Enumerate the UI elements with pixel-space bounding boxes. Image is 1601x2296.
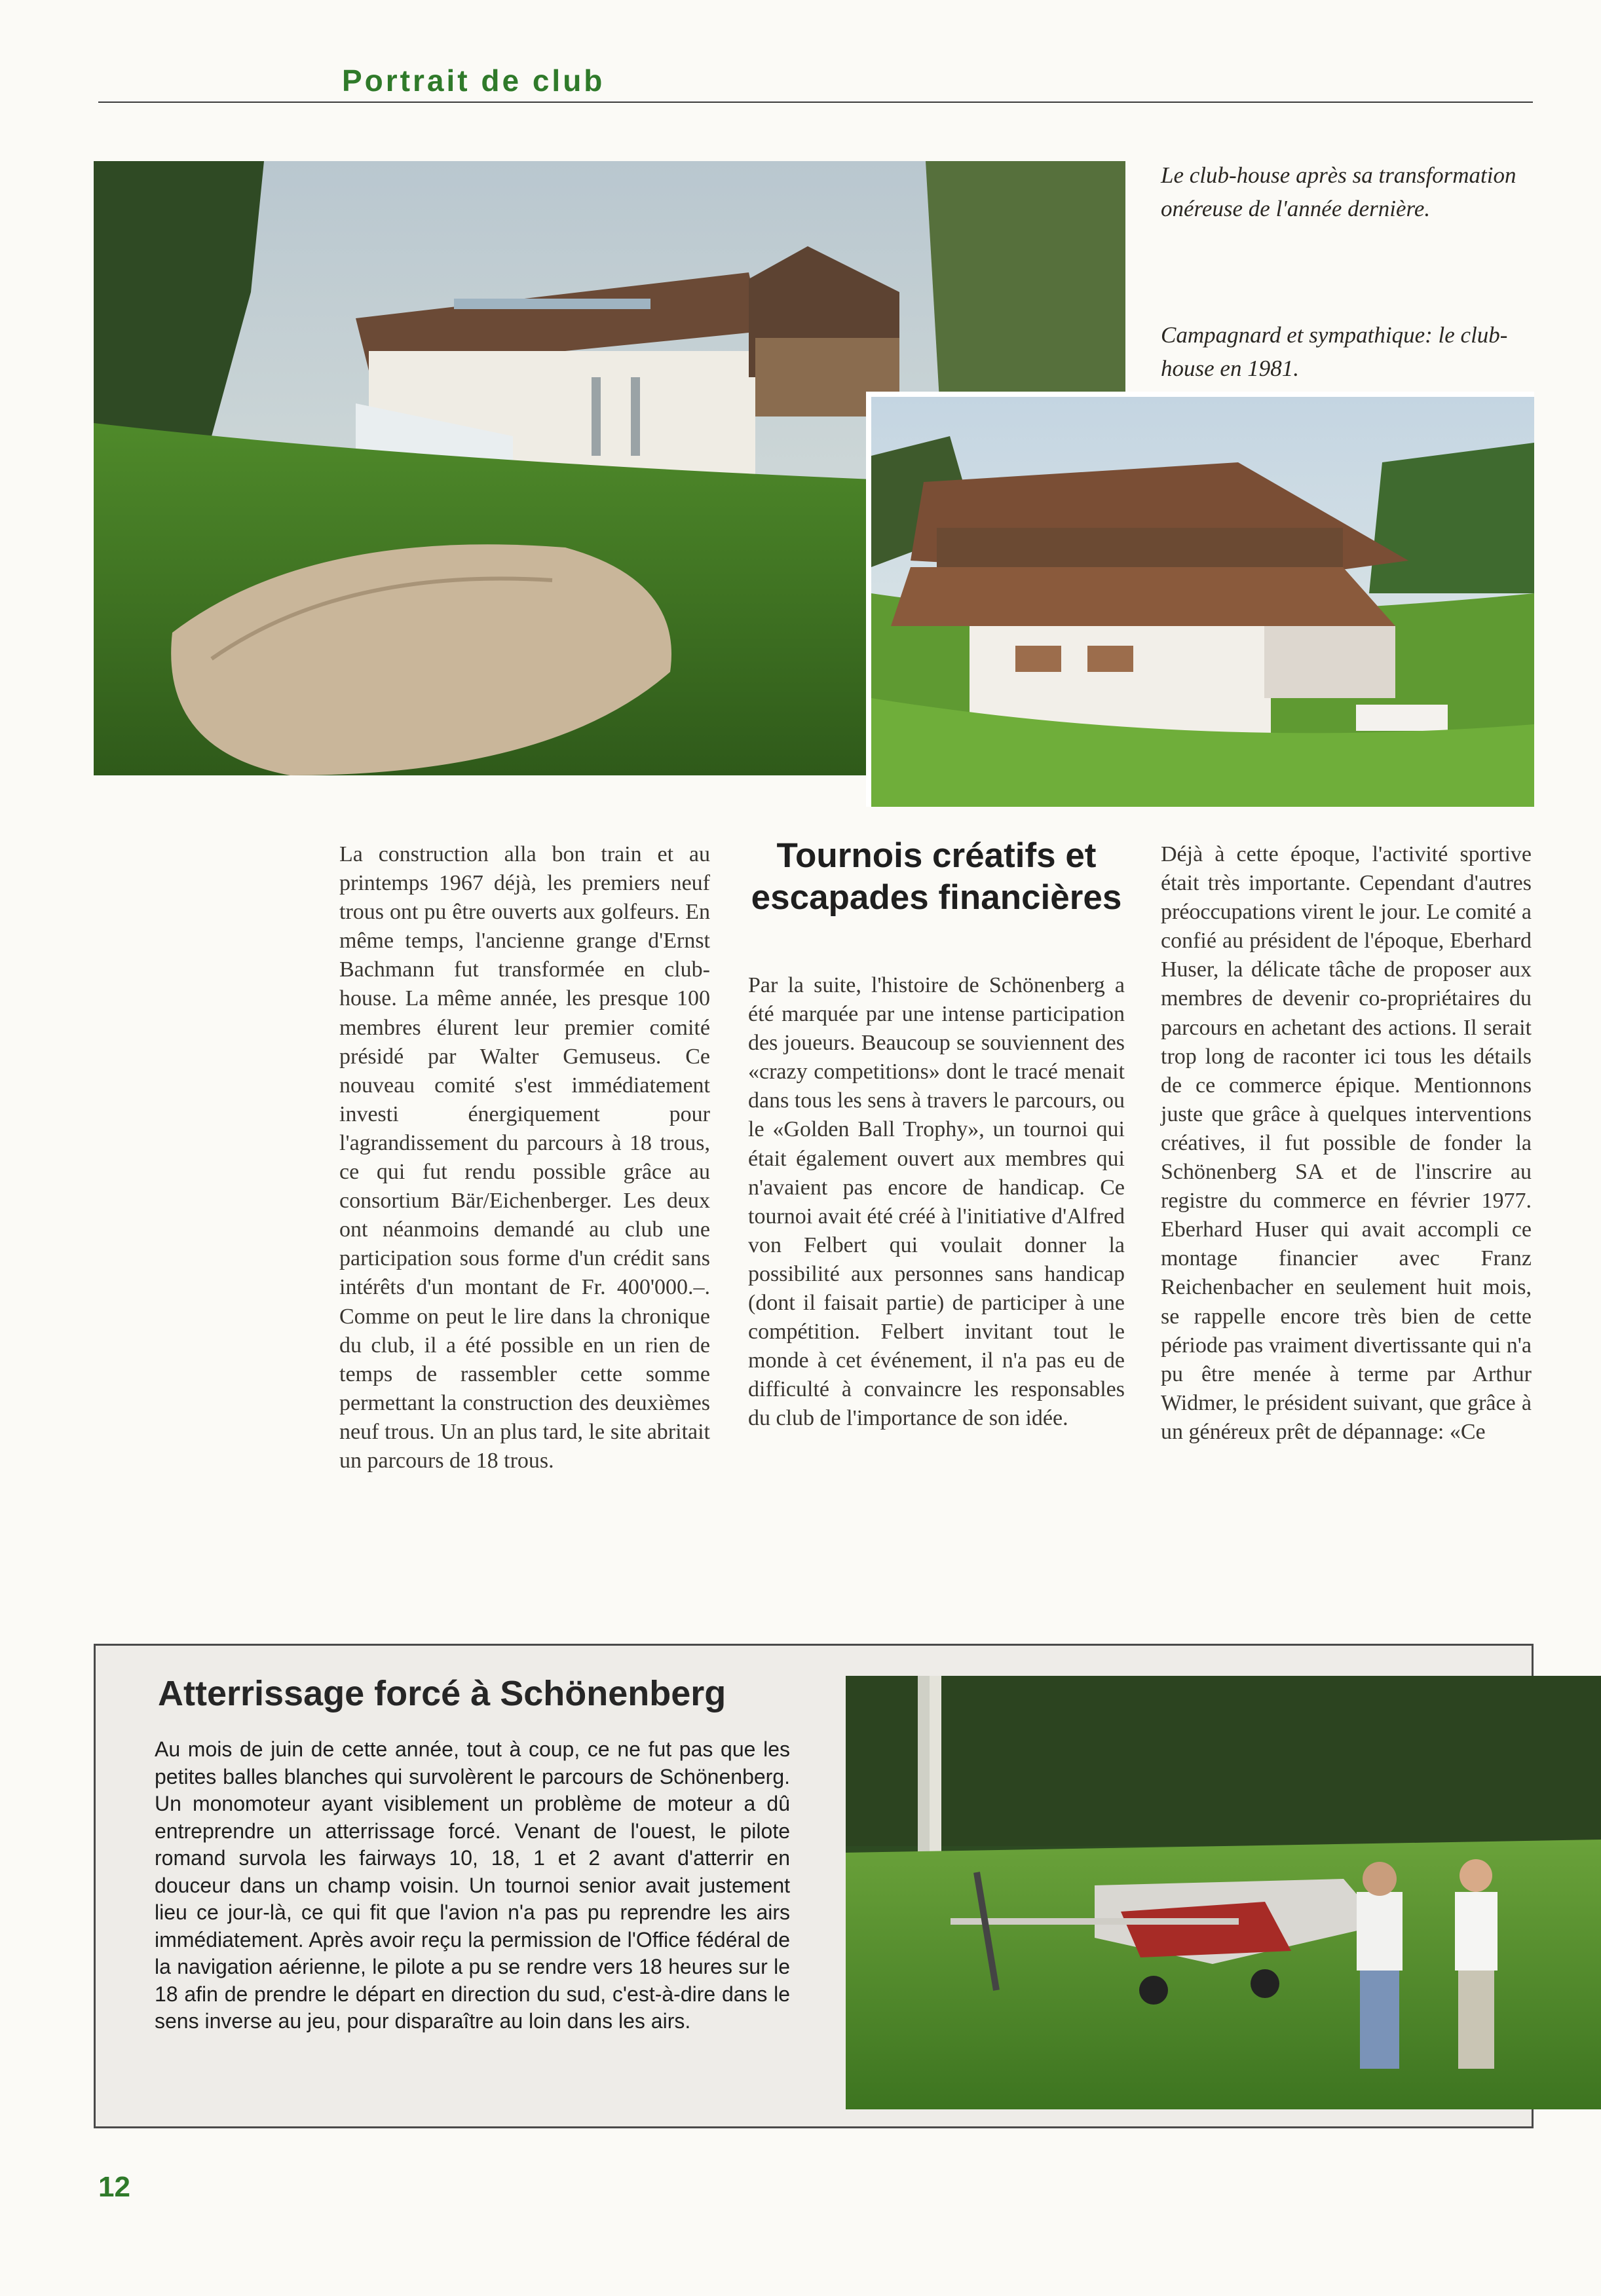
- paragraph: La construction alla bon train et au printemps 1967 déjà, les premiers neuf trous ont pu être ouverts aux golfeurs. En même temps, l'ancienne grange d'Ernst Bachmann fut transformée en club-house. La même année, les presque 100 membres élurent leur premier comité présidé par Walter Gemuseus. Ce nouveau comité s'est immédiatement investi énergiquement pour l'agrandissement du parcours à 18 trous, ce qui fut rendu possible grâce au consortium Bär/Eichenberger. Les deux ont néanmoins demandé au club une participation sous forme d'un crédit sans intérêts d'un montant de Fr. 400'000.–. Comme on peut le lire dans la chronique du club, il a été possible en un rien de temps de rassembler cette somme permettant la construction des deuxièmes neuf trous. Un an plus tard, le site abritait un parcours de 18 trous.: [339, 842, 710, 1473]
- article-column-2: [748, 971, 1125, 1434]
- article-column-1: [339, 840, 710, 1475]
- box-text: Au mois de juin de cette année, tout à coup, ce ne fut pas que les petites balles blanches qui survolèrent le parcours de Schönenberg. Un monomoteur ayant visiblement un problème de moteur a dû entreprendre un atterrissage forcé. Venant de l'ouest, le pilote romand survola les fairways 10, 18, 1 et 2 avant d'atterrir en douceur dans un champ voisin. Un tournoi senior avait justement lieu ce jour-là, ce qui fit que l'avion n'a pas pu reprendre les airs immédiatement. Après avoir reçu la permission de l'Office fédéral de la navigation aérienne, le pilote a pu se rendre vers 18 heures sur le 18 afin de prendre le départ en direction du sud, c'est-à-dire dans le sens inverse au jeu, pour disparaître au loin dans les airs.: [155, 1737, 790, 2033]
- landing-illustration: [846, 1676, 1601, 2109]
- box-title: Atterrissage forcé à Schönenberg: [158, 1674, 726, 1713]
- photo-landing: [846, 1676, 1601, 2109]
- paragraph: Par la suite, l'histoire de Schönenberg a été marquée par une intense participation des joueurs. Beaucoup se souviennent des «crazy competitions» dont le tracé menait dans tous les sens à travers le parcours, ou le «Golden Ball Trophy», un tournoi qui était également ouvert aux membres qui n'avaient pas encore de handicap. Ce tournoi avait été créé à l'initiative d'Alfred von Felbert qui voulait donner la possibilité aux personnes sans handicap (dont il faisait partie) de participer à une compétition. Felbert invitant tout le monde à cet événement, il n'a pas eu de difficulté à convaincre les responsables du club de l'importance de son idée.: [748, 973, 1125, 1431]
- clubhouse-old-illustration: [871, 397, 1534, 807]
- paragraph: Déjà à cette époque, l'activité sportive était très importante. Cependant d'autres préoccupations virent le jour. Le comité a confié au président de l'époque, Eberhard Huser, la délicate tâche de proposer aux membres de devenir co-propriétaires du parcours en achetant des actions. Il serait trop long de raconter ici tous les détails de ce commerce épique. Mentionnons juste que grâce à quelques interventions créatives, il fut possible de fonder la Schönenberg SA et de l'inscrire au registre du commerce en février 1977. Eberhard Huser qui avait accompli ce montage financier avec Franz Reichenbacher en seulement huit mois, se rappelle encore très bien de cette période pas vraiment divertissante qui n'a pu être menée à terme par Arthur Widmer, le président suivant, que grâce à un généreux prêt de dépannage: «Ce: [1161, 842, 1532, 1444]
- photo-clubhouse-old: [866, 392, 1534, 807]
- caption-clubhouse-new: Le club-house après sa transformation onéreuse de l'année dernière.: [1161, 162, 1516, 221]
- section-header: Portrait de club: [342, 64, 605, 98]
- section-title: Tournois créatifs et escapades financières: [751, 836, 1122, 917]
- caption-clubhouse-old: Campagnard et sympathique: le club-house en 1981.: [1161, 322, 1508, 381]
- header-rule: [98, 102, 1533, 103]
- sidebar-box: [94, 1644, 1534, 2128]
- article-column-3: [1161, 840, 1532, 1447]
- page-number: 12: [98, 2171, 130, 2203]
